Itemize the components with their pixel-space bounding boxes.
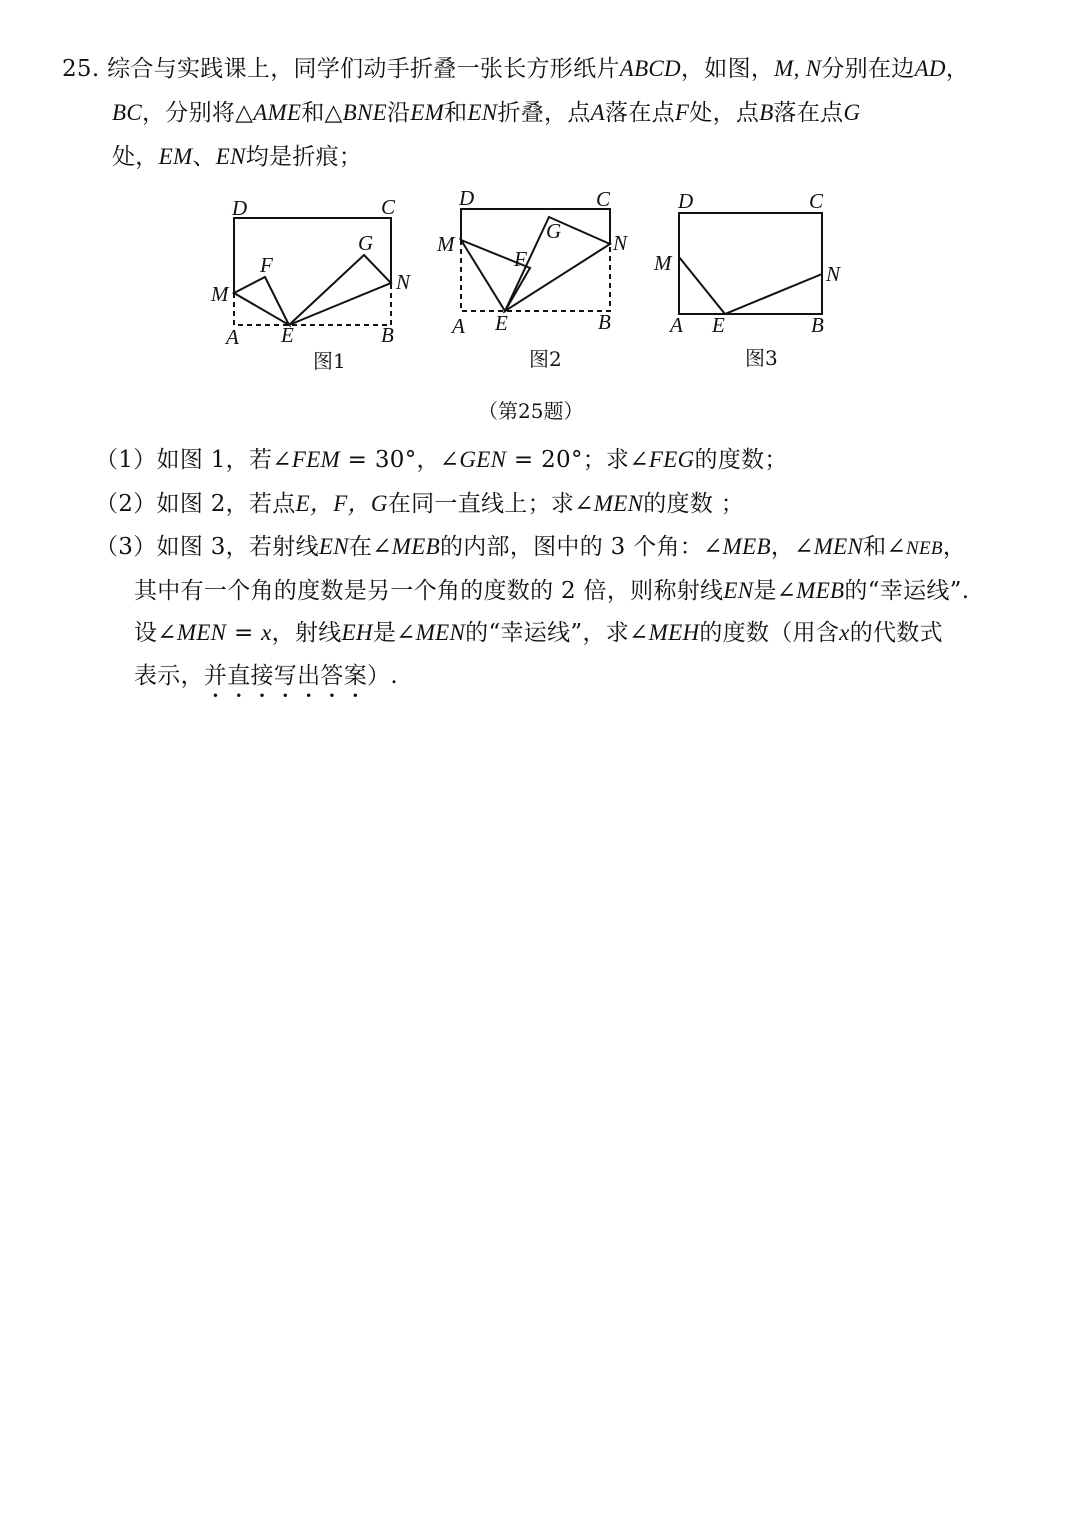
fig1-label-A: A: [226, 325, 239, 349]
text: 和△: [301, 100, 343, 126]
math: MEN: [176, 620, 227, 645]
math: NEB: [906, 538, 943, 559]
fig1-label-D: D: [232, 196, 248, 220]
text: 在∠: [348, 534, 392, 560]
math: E，F，G: [295, 491, 388, 516]
fig3-label-N: N: [826, 262, 841, 286]
text: ，: [942, 534, 967, 560]
text: 和: [444, 100, 468, 126]
figure-2: [436, 186, 628, 371]
figure-3: [653, 189, 841, 370]
text: 分别在边: [821, 56, 915, 82]
text: 的代数式: [849, 620, 943, 646]
math: M, N: [774, 56, 822, 81]
math: MEB: [796, 578, 845, 603]
text: 其中有一个角的度数是另一个角的度数的 2 倍，则称射线: [134, 578, 724, 604]
text: 的“幸运线”，求∠: [465, 620, 649, 646]
math: B: [759, 100, 774, 125]
fig2-label-C: C: [596, 187, 611, 211]
fig3-label-M: M: [654, 251, 672, 275]
text: 沿: [387, 100, 411, 126]
math: EN: [467, 100, 498, 125]
fig3-label-A: A: [670, 313, 683, 337]
fig2-label-A: A: [452, 314, 465, 338]
math: AD: [914, 56, 946, 81]
fig2-label-E: E: [495, 311, 508, 335]
text: 设∠: [134, 620, 177, 646]
math: G: [843, 100, 861, 125]
fig2-label-F: F: [514, 247, 527, 271]
math: MEB: [722, 534, 771, 559]
fig2-label-M: M: [437, 232, 455, 256]
question-3-line-3: [134, 614, 943, 647]
text: ，∠: [770, 534, 814, 560]
text: 落在点: [773, 100, 844, 126]
fig2-label-N: N: [613, 231, 628, 255]
text: 的度数（用含: [699, 620, 840, 646]
figures: [0, 0, 1080, 440]
fig1-label-B: B: [381, 323, 394, 347]
fig2-rect-top: [461, 209, 610, 244]
fig1-label-C: C: [381, 195, 396, 219]
math: EN: [215, 144, 246, 169]
text: 综合与实践课上，同学们动手折叠一张长方形纸片: [107, 56, 620, 82]
text: 均是折痕；: [245, 144, 363, 170]
text: 的度数 ；: [643, 491, 745, 517]
question-2: [95, 485, 744, 518]
question-1: [95, 441, 788, 474]
text: （3）如图 3，若射线: [95, 534, 319, 560]
fig3-label-D: D: [678, 189, 694, 213]
fig3-fold-lines: [679, 257, 822, 314]
fig3-label-C: C: [809, 189, 824, 213]
fig1-label-F: F: [260, 253, 273, 277]
text: 折叠，点: [497, 100, 591, 126]
fig1-label-M: M: [211, 282, 229, 306]
math: MEN: [415, 620, 466, 645]
figure-1: [210, 195, 411, 373]
math: MEN: [593, 491, 644, 516]
emphasized-text: 并直接写出答案: [203, 663, 368, 689]
text: 表示，: [134, 663, 204, 689]
math: MEB: [391, 534, 440, 559]
text: 落在点: [605, 100, 675, 126]
math: BNE: [342, 100, 388, 125]
math: x: [839, 620, 850, 645]
fig2-caption: 图2: [529, 347, 562, 371]
text: 处，: [112, 144, 159, 170]
text: 是∠: [372, 620, 416, 646]
math: EM: [158, 144, 193, 169]
fig1-triangle-mfe: [234, 277, 289, 325]
math: EM: [410, 100, 445, 125]
question-caption: （第25题）: [478, 399, 584, 423]
text: 处，点: [689, 100, 760, 126]
text: = 20°；求∠: [506, 447, 649, 473]
text: ，: [945, 56, 970, 82]
text: （1）如图 1，若∠: [95, 447, 292, 473]
text: 是∠: [753, 578, 797, 604]
fig1-label-G: G: [358, 231, 374, 255]
text: ，分别将△: [142, 100, 254, 126]
math: BC: [112, 100, 142, 125]
fig1-label-N: N: [396, 270, 411, 294]
problem-number: 25.: [62, 56, 100, 82]
fig3-caption: 图3: [745, 346, 778, 370]
text: 的“幸运线”.: [844, 578, 970, 604]
fig1-label-E: E: [281, 323, 294, 347]
text: （2）如图 2，若点: [95, 491, 296, 517]
text: 的内部，图中的 3 个角：∠: [439, 534, 723, 560]
math: EH: [341, 620, 373, 645]
math: A: [590, 100, 606, 125]
math: x: [261, 620, 272, 645]
fig2-label-B: B: [598, 310, 611, 334]
text: ）.: [367, 663, 398, 689]
fig3-label-E: E: [712, 313, 725, 337]
math: MEH: [648, 620, 700, 645]
fig2-label-D: D: [459, 186, 475, 210]
math: EN: [318, 534, 349, 559]
math: EN: [723, 578, 754, 603]
fig1-caption: 图1: [313, 349, 346, 373]
math: AME: [253, 100, 302, 125]
question-3-line-1: [95, 528, 966, 561]
text: ，如图，: [680, 56, 775, 82]
text: 、: [192, 144, 216, 170]
fig3-rect: [679, 213, 822, 314]
math: ABCD: [619, 56, 681, 81]
text: =: [226, 620, 262, 646]
fig3-label-B: B: [811, 313, 824, 337]
question-3-line-2: [134, 572, 969, 605]
math: FEG: [648, 447, 695, 472]
text: 在同一直线上；求∠: [387, 491, 594, 517]
fig2-label-G: G: [546, 219, 562, 243]
math: FEM: [291, 447, 341, 472]
text: ，射线: [271, 620, 342, 646]
text: 的度数；: [694, 447, 788, 473]
math: F: [674, 100, 690, 125]
fig1-triangle-egn: [289, 255, 391, 325]
math: GEN: [459, 447, 507, 472]
text: 和∠: [863, 534, 907, 560]
text: = 30°，∠: [340, 447, 460, 473]
question-3-line-4: [134, 657, 398, 703]
math: MEN: [813, 534, 864, 559]
